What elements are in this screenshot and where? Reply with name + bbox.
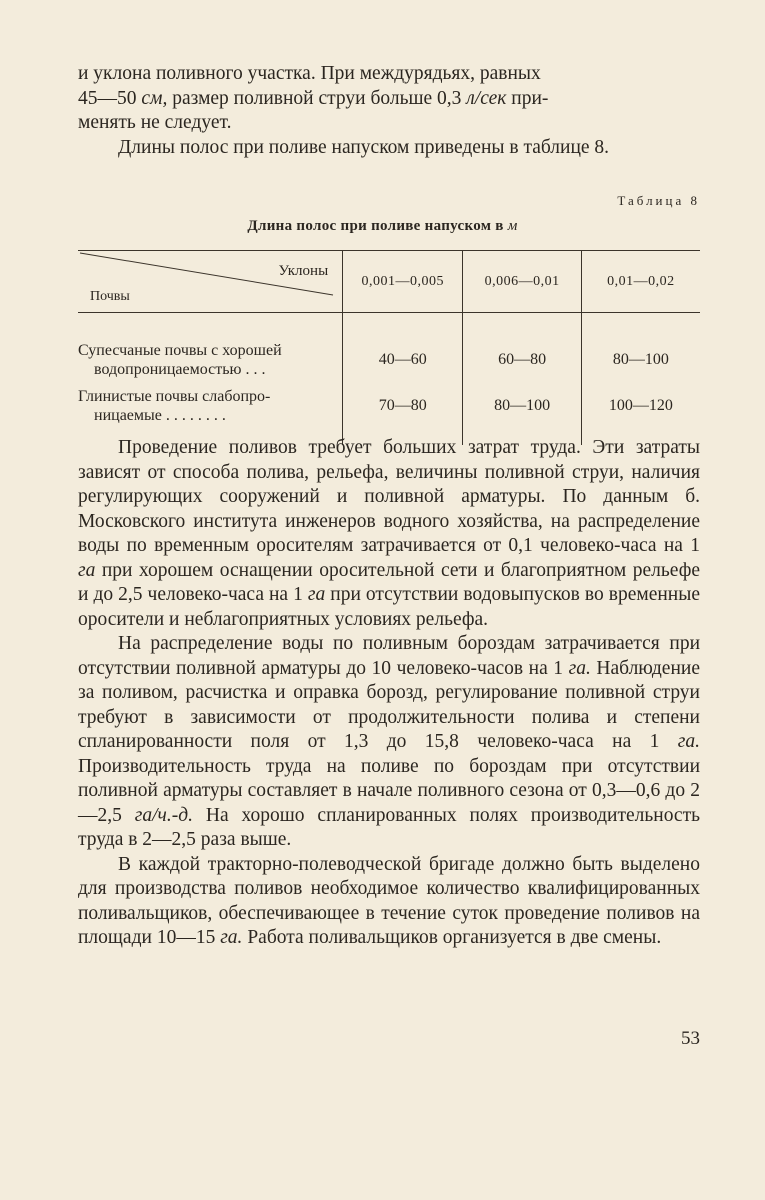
row-label: Супесчаные почвы с хорошей водопроницаемостью . . . xyxy=(78,342,282,378)
table-cell: 100—120 xyxy=(581,379,700,425)
intro-paragraph: и уклона поливного участка. При междурядьях, равных 45—50 см, размер поливной струи больше 0,3 л/сек при- менять не следует. xyxy=(78,63,549,133)
furrow-distribution-paragraph: На распределение воды по поливным бороздам затрачивается при отсутствии поливной арматуры до 10 человеко-часов на 1 га. Наблюдение за поливом, расчистка и оправка борозд, регулирование поливной струи требуют в зависимости от продолжительности полива и степени спланированности поля от 1,3 до 15,8 человеко-часа на 1 га. Производительность труда на поливе по бороздам при отсутствии поливной арматуры составляет в начале поливного сезона от 0,3—0,6 до 2—2,5 га/ч.-д. На хорошо спланированных полях производительность труда в 2—2,5 раза выше. xyxy=(78,633,700,850)
table-corner-cell xyxy=(78,251,343,313)
brigade-paragraph: В каждой тракторно-полеводческой бригаде должно быть выделено для производства поливов необходимое количество квалифицированных поливальщиков, обеспечивающее в течение суток проведение поливов на площади 10—15 га. Работа поливальщиков организуется в две смены. xyxy=(78,853,700,948)
table-caption: Длина полос при поливе напуском в м xyxy=(247,218,518,234)
header-slopes: Уклоны xyxy=(278,263,329,279)
table-cell: 70—80 xyxy=(343,379,463,425)
table-header-row xyxy=(78,251,700,313)
strip-length-table xyxy=(78,250,700,445)
labor-costs-paragraph: Проведение поливов требует больших затрат труда. Эти затраты зависят от способа полива, рельефа, величины поливной струи, наличия регулирующих сооружений и поливной арматуры. По данным б. Московского института инженеров водного хозяйства, на распределение воды по временным оросителям затрачивается от 0,1 человеко-часа на 1 га при хорошем оснащении оросительной сети и благоприятном рельефе и до 2,5 человеко-часа на 1 га при отсутствии водовыпусков во временные оросители и неблагоприятных условиях рельефа. xyxy=(78,437,700,630)
page-body-continued xyxy=(78,436,700,951)
table-number: Таблица 8 xyxy=(617,193,700,208)
page-body xyxy=(78,62,700,160)
column-header: 0,001—0,005 xyxy=(343,251,463,313)
table-cell: 80—100 xyxy=(581,333,700,379)
table-cell: 40—60 xyxy=(343,333,463,379)
column-header: 0,006—0,01 xyxy=(463,251,581,313)
table-row xyxy=(78,333,700,379)
table-cell: 60—80 xyxy=(463,333,581,379)
table-reference-paragraph: Длины полос при поливе напуском приведены в таблице 8. xyxy=(118,136,610,158)
table-cell: 80—100 xyxy=(463,379,581,425)
row-label: Глинистые почвы слабопро- ницаемые . . . . . . . . xyxy=(78,388,271,424)
page-number: 53 xyxy=(681,1028,700,1049)
table-spacer xyxy=(78,313,700,334)
table-row xyxy=(78,379,700,425)
header-soils: Почвы xyxy=(90,289,130,304)
column-header: 0,01—0,02 xyxy=(581,251,700,313)
